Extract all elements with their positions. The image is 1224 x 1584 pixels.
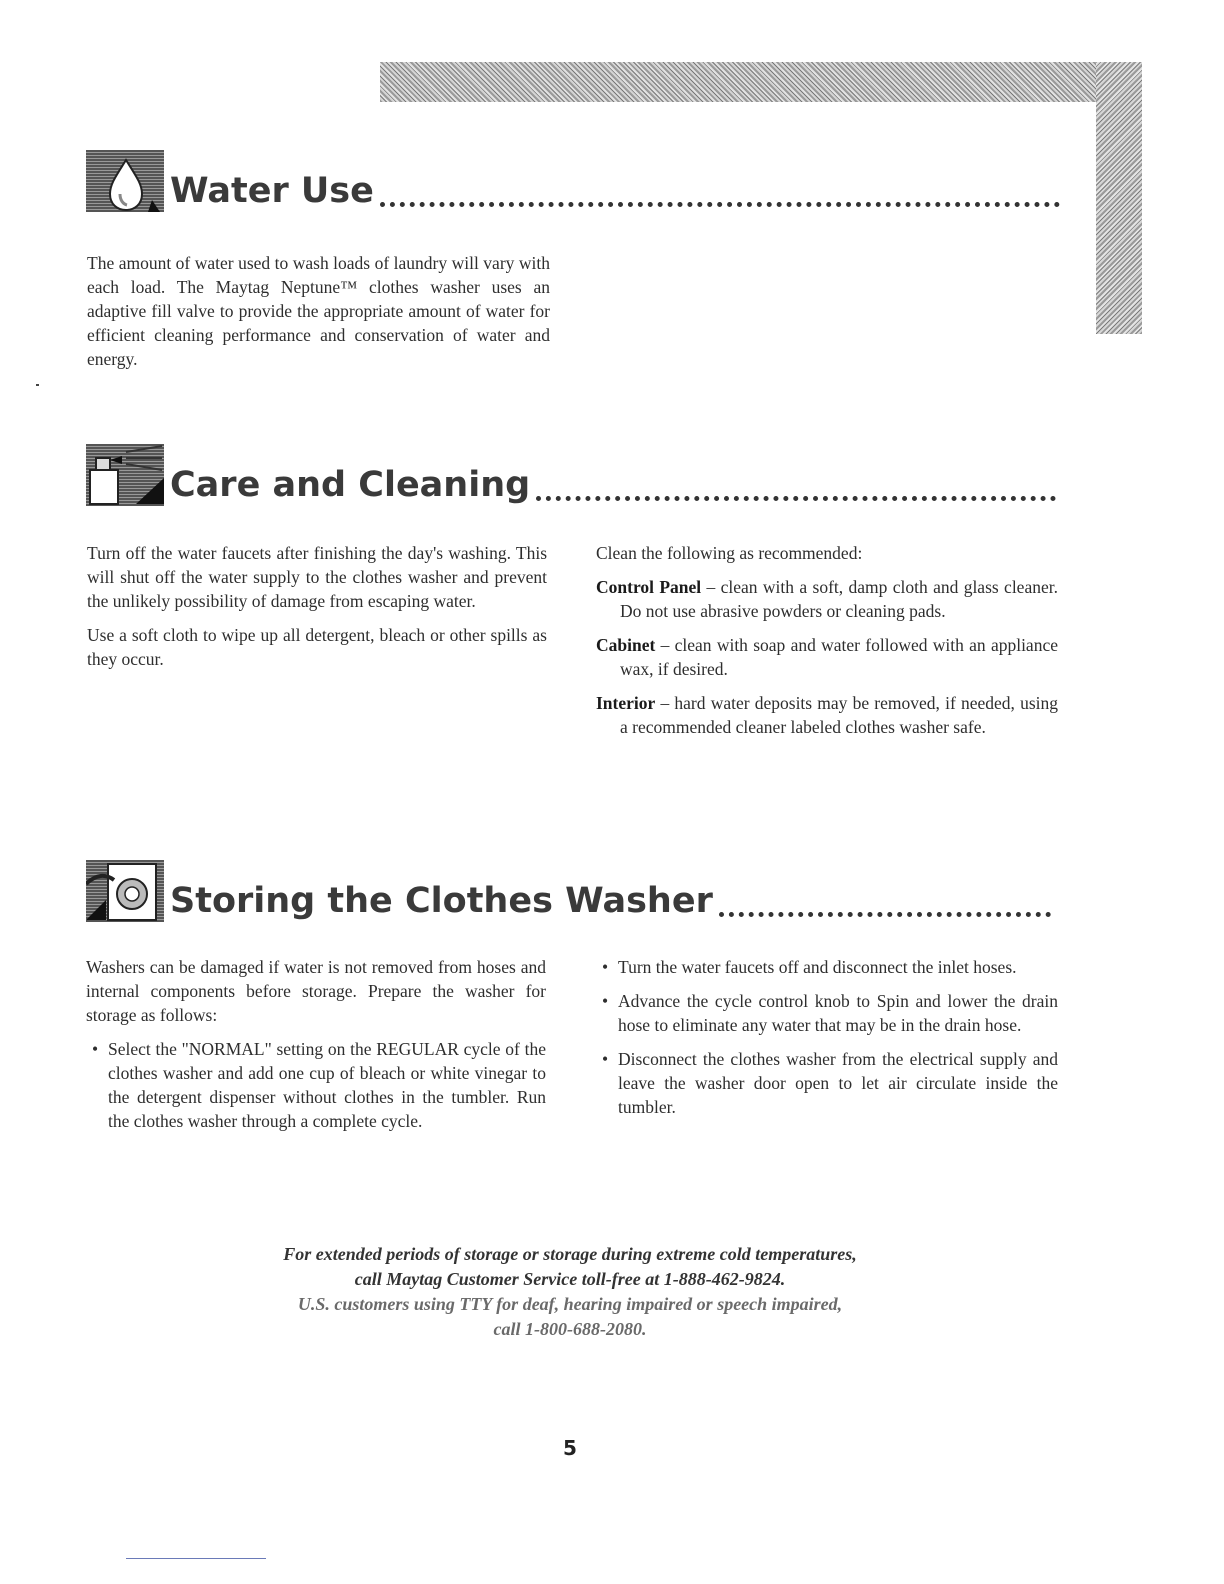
decorative-top-band xyxy=(380,62,1142,102)
storing-step-normal-cycle: • Select the "NORMAL" setting on the REGULAR cycle of the clothes washer and add one cup of bleach or white vinegar to the detergent dispenser without clothes in the tumbler. Run the clothes washer through a complete cycle. xyxy=(86,1037,546,1133)
storage-service-notice xyxy=(190,1242,950,1342)
decorative-side-band xyxy=(1096,62,1142,334)
storing-heading xyxy=(86,860,1051,922)
notice-line-4: call 1-800-688-2080. xyxy=(493,1319,647,1339)
storing-right-column xyxy=(596,955,1058,1129)
storing-intro: Washers can be damaged if water is not removed from hoses and internal components before storage. Prepare the washer for storage as follows: xyxy=(86,957,546,1025)
water-use-section xyxy=(87,251,550,381)
care-cleaning-heading xyxy=(86,444,1056,506)
care-cleaning-right-column xyxy=(596,541,1058,749)
water-use-heading xyxy=(86,150,1060,212)
notice-line-3: U.S. customers using TTY for deaf, hearing impaired or speech impaired, xyxy=(297,1294,843,1314)
care-cleaning-title: Care and Cleaning xyxy=(170,465,531,505)
care-item-term: Control Panel xyxy=(596,577,702,597)
care-cleaning-dot-leader xyxy=(536,496,1056,501)
storing-step-disconnect: • Disconnect the clothes washer from the electrical supply and leave the washer door open to let air circulate inside the tumbler. xyxy=(596,1047,1058,1119)
water-drop-icon xyxy=(86,150,164,212)
care-item-text: – clean with soap and water followed with an appliance wax, if desired. xyxy=(620,635,1058,679)
storing-title: Storing the Clothes Washer xyxy=(170,881,713,921)
water-use-dot-leader xyxy=(380,202,1060,207)
notice-line-1: For extended periods of storage or storage during extreme cold temperatures, xyxy=(283,1244,857,1264)
care-paragraph-spills: Use a soft cloth to wipe up all detergent, bleach or other spills as they occur. xyxy=(87,625,547,669)
care-paragraph-faucets: Turn off the water faucets after finishing the day's washing. This will shut off the water supply to the clothes washer and prevent the unlikely possibility of damage from escaping water. xyxy=(87,543,547,611)
storing-dot-leader xyxy=(719,912,1051,917)
water-use-paragraph: The amount of water used to wash loads of laundry will vary with each load. The Maytag Neptune™ clothes washer uses an adaptive fill valve to provide the appropriate amount of water for efficient cleaning performance and conservation of water and energy. xyxy=(87,253,550,369)
care-item-term: Interior xyxy=(596,693,656,713)
care-item-text: – clean with a soft, damp cloth and glass cleaner. Do not use abrasive powders or cleaning pads. xyxy=(620,577,1058,621)
care-item-interior xyxy=(596,691,1058,739)
water-use-title: Water Use xyxy=(170,171,374,211)
storing-step-faucets: • Turn the water faucets off and disconnect the inlet hoses. xyxy=(596,955,1058,979)
storing-right-list xyxy=(596,955,1058,1119)
scan-speck xyxy=(36,384,39,386)
care-intro: Clean the following as recommended: xyxy=(596,543,863,563)
page-number: 5 xyxy=(563,1436,577,1460)
care-item-term: Cabinet xyxy=(596,635,656,655)
care-item-cabinet xyxy=(596,633,1058,681)
care-cleaning-left-column xyxy=(87,541,547,681)
notice-line-2: call Maytag Customer Service toll-free at 1-888-462-9824. xyxy=(354,1269,786,1289)
care-item-control-panel xyxy=(596,575,1058,623)
care-item-text: – hard water deposits may be removed, if needed, using a recommended cleaner labeled clothes washer safe. xyxy=(620,693,1058,737)
spray-bottle-icon xyxy=(86,444,164,506)
storing-left-column xyxy=(86,955,546,1143)
storing-left-list xyxy=(86,1037,546,1133)
footer-rule xyxy=(126,1558,266,1559)
washer-storage-icon xyxy=(86,860,164,922)
storing-step-drain-hose: • Advance the cycle control knob to Spin and lower the drain hose to eliminate any water that may be in the drain hose. xyxy=(596,989,1058,1037)
